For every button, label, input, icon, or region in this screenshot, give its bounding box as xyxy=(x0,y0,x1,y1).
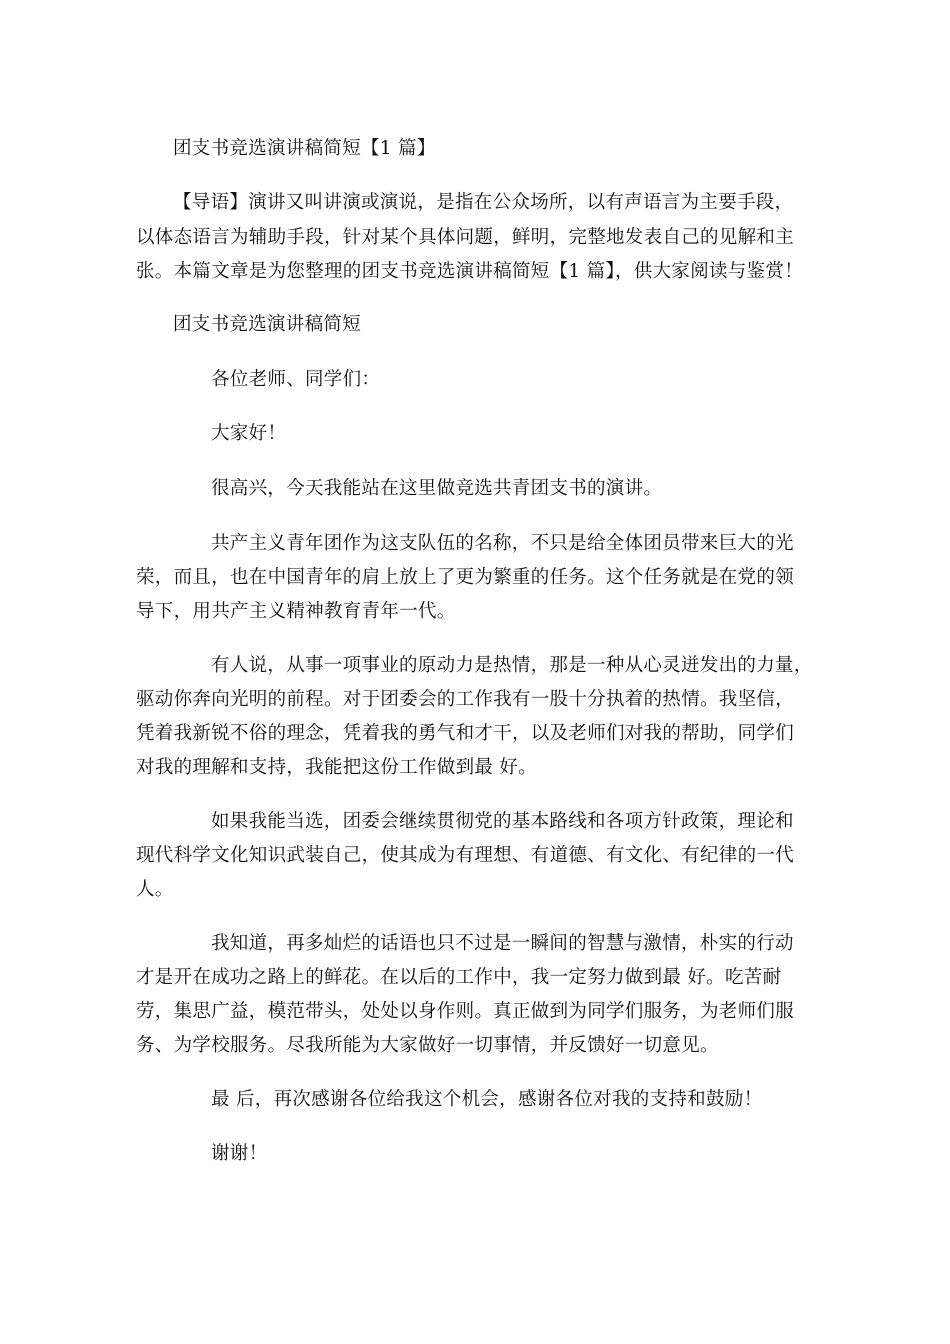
speech-subtitle: 团支书竞选演讲稿简短 xyxy=(173,314,362,335)
document-title: 团支书竞选演讲稿简短【1 篇】 xyxy=(173,138,436,159)
paragraph-line: 如果我能当选，团委会继续贯彻党的基本路线和各项方针政策，理论和 xyxy=(211,811,794,832)
salutation: 各位老师、同学们： xyxy=(211,369,381,390)
closing-line: 最 后，再次感谢各位给我这个机会，感谢各位对我的支持和鼓励！ xyxy=(211,1089,763,1110)
paragraph-line: 人。 xyxy=(136,879,174,900)
paragraph-line: 驱动你奔向光明的前程。对于团委会的工作我有一股十分执着的热情。我坚信， xyxy=(136,689,795,710)
opening-line: 很高兴，今天我能站在这里做竞选共青团支书的演讲。 xyxy=(211,478,663,499)
paragraph-line: 才是开在成功之路上的鲜花。在以后的工作中，我一定努力做到最 好。吃苦耐 xyxy=(136,967,782,988)
intro-line: 以体态语言为辅助手段，针对某个具体问题，鲜明，完整地发表自己的见解和主 xyxy=(136,227,795,248)
paragraph-line: 凭着我新锐不俗的理念，凭着我的勇气和才干，以及老师们对我的帮助，同学们 xyxy=(136,723,795,744)
paragraph-line: 现代科学文化知识武装自己，使其成为有理想、有道德、有文化、有纪律的一代 xyxy=(136,845,795,866)
paragraph-line: 劳，集思广益，模范带头，处处以身作则。真正做到为同学们服务，为老师们服 xyxy=(136,1001,795,1022)
paragraph-line: 对我的理解和支持，我能把这份工作做到最 好。 xyxy=(136,757,537,778)
intro-line: 张。本篇文章是为您整理的团支书竞选演讲稿简短【1 篇】，供大家阅读与鉴赏！ xyxy=(136,261,804,282)
thanks-line: 谢谢！ xyxy=(211,1143,268,1164)
paragraph-line: 荣，而且，也在中国青年的肩上放上了更为繁重的任务。这个任务就是在党的领 xyxy=(136,567,795,588)
greeting-line: 大家好！ xyxy=(211,423,287,444)
paragraph-line: 我知道，再多灿烂的话语也只不过是一瞬间的智慧与激情，朴实的行动 xyxy=(211,933,794,954)
paragraph-line: 务、为学校服务。尽我所能为大家做好一切事情，并反馈好一切意见。 xyxy=(136,1035,719,1056)
paragraph-line: 导下，用共产主义精神教育青年一代。 xyxy=(136,601,456,622)
intro-line: 【导语】演讲又叫讲演或演说，是指在公众场所，以有声语言为主要手段， xyxy=(173,192,794,213)
paragraph-line: 有人说，从事一项事业的原动力是热情，那是一种从心灵迸发出的力量， xyxy=(211,655,813,676)
paragraph-line: 共产主义青年团作为这支队伍的名称，不只是给全体团员带来巨大的光 xyxy=(211,533,794,554)
